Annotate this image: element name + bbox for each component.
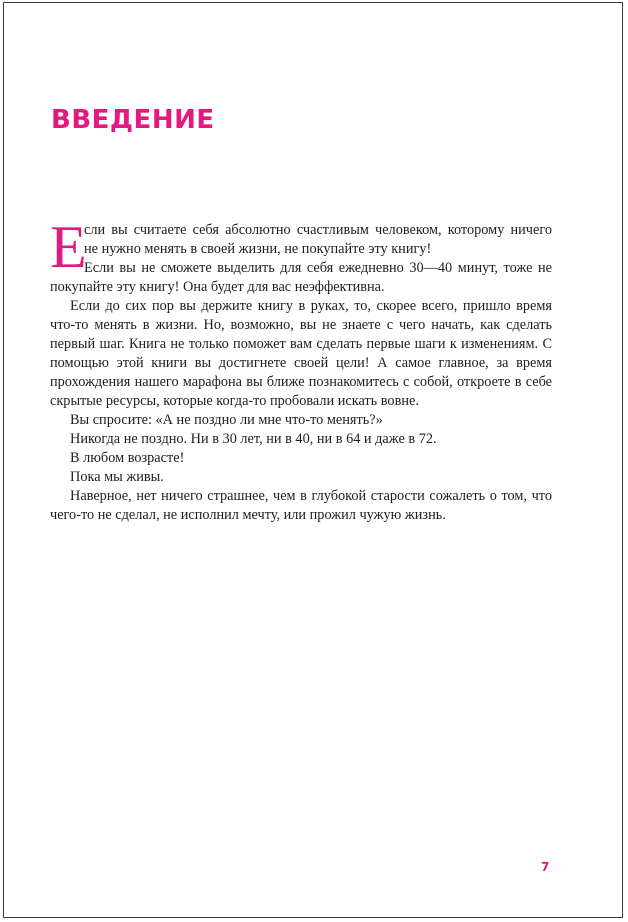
lead-line-2: не нужно менять в своей жизни, не покупайте эту книгу! (84, 241, 432, 257)
paragraph: Никогда не поздно. Ни в 30 лет, ни в 40, ни в 64 и даже в 72. (70, 431, 437, 447)
paragraph: Вы спросите: «А не поздно ли мне что-то менять?» (70, 412, 383, 428)
lead-line-4: покупайте эту книгу! Она будет для вас неэффективна. (50, 279, 385, 295)
lead-paragraph (50, 214, 552, 297)
chapter-title: ВВЕДЕНИЕ (51, 105, 215, 135)
page-number: 7 (541, 860, 550, 874)
paragraph: В любом возрасте! (70, 450, 185, 466)
paragraph: Пока мы живы. (70, 469, 164, 485)
body-text (50, 214, 552, 525)
paragraph: Наверное, нет ничего страшнее, чем в глубокой старости сожалеть о том, что чего-то не сделал, не исполнил мечту, или прожил чужую жизнь. (50, 488, 552, 523)
drop-cap: Е (50, 214, 87, 280)
paragraph: Если до сих пор вы держите книгу в руках, то, скорее всего, пришло время что-то менять в жизни. Но, возможно, вы не знаете с чего начать, как сделать первый шаг. Книга не только поможет вам сделать первые шаги к изменениям. С помощью этой книги вы достигнете своей цели! А самое главное, за время прохождения нашего марафона вы ближе познакомитесь с собой, откроете в себе скрытые ресурсы, которые когда-то пробовали искать вовне. (50, 298, 552, 409)
lead-line-3: Если вы не сможете выделить для себя ежедневно 30—40 минут, тоже не (84, 260, 552, 276)
book-page (3, 2, 623, 918)
lead-line-1: сли вы считаете себя абсолютно счастливым человеком, которому ничего (84, 222, 552, 238)
